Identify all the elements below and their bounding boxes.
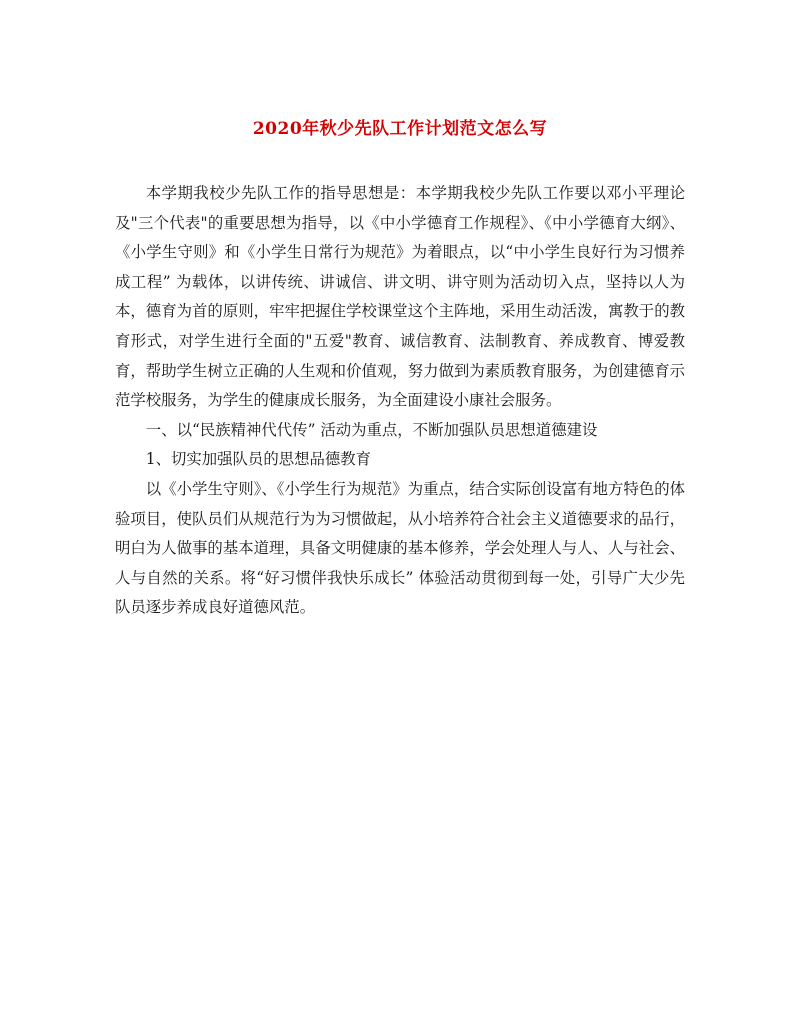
subsection-heading-1-1: 1、切实加强队员的思想品德教育: [145, 450, 372, 469]
section-heading-1: 一、以“民族精神代代传” 活动为重点，不断加强队员思想道德建设: [145, 420, 598, 439]
document-body: [115, 179, 685, 623]
paragraph-guiding-ideology: 本学期我校少先队工作的指导思想是：本学期我校少先队工作要以邓小平理论及"三个代表"的重要思想为指导，以《中小学德育工作规程》、《中小学德育大纲》、《小学生守则》和《小学生日常行为规范》为着眼点，以“中小学生良好行为习惯养成工程” 为载体，以讲传统、讲诚信、讲文明、讲守则为活动切入点，坚持以人为本，德育为首的原则，牢牢把握住学校课堂这个主阵地，采用生动活泼，寓教于的教育形式，对学生进行全面的"五爱"教育、诚信教育、法制教育、养成教育、博爱教育，帮助学生树立正确的人生观和价值观，努力做到为素质教育服务，为创建德育示范学校服务，为学生的健康成长服务，为全面建设小康社会服务。: [115, 184, 685, 410]
paragraph-moral-education: 以《小学生守则》、《小学生行为规范》为重点，结合实际创设富有地方特色的体验项目，使队员们从规范行为为习惯做起，从小培养符合社会主义道德要求的品行，明白为人做事的基本道理，具备文明健康的基本修养，学会处理人与人、人与社会、人与自然的关系。将“好习惯伴我快乐成长” 体验活动贯彻到每一处，引导广大少先队员逐步养成良好道德风范。: [115, 479, 685, 617]
document-title: 2020年秋少先队工作计划范文怎么写: [252, 119, 548, 139]
